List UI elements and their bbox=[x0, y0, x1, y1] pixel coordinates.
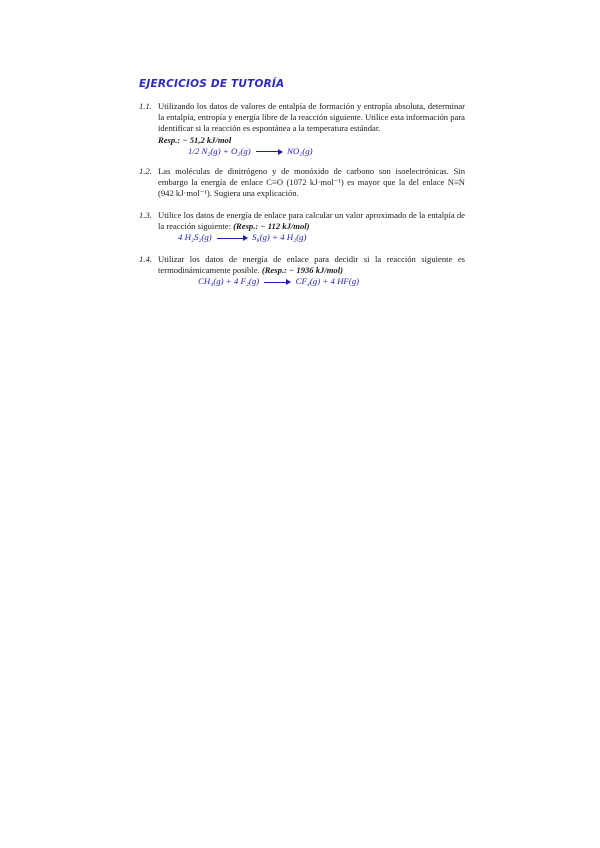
equation-right: S₈(g) + 4 H₂(g) bbox=[252, 232, 307, 243]
chemical-equation bbox=[158, 276, 465, 287]
equation-left: 1/2 N₂(g) + O₂(g) bbox=[188, 145, 251, 156]
exercise-text: Utilizando los datos de valores de entalpía de formación y entropía absoluta, determinar la entalpía, entropía y energía libre de la reacción siguiente. Utilice esta información para identificar si la reacción es espontánea a la temperatura estándar. bbox=[158, 101, 465, 134]
exercise-text: Utilice los datos de energía de enlace para calcular un valor aproximado de la entalpía de la reacción siguiente: bbox=[158, 210, 465, 232]
exercise-response: (Resp.: − 112 kJ/mol) bbox=[233, 221, 310, 232]
document-title: EJERCICIOS DE TUTORÍA bbox=[139, 78, 285, 90]
exercise-number: 1.2. bbox=[139, 166, 152, 176]
exercise-number: 1.4. bbox=[139, 254, 152, 264]
exercise-1-4 bbox=[139, 254, 465, 288]
equation-right: NO₂(g) bbox=[287, 145, 313, 156]
equation-left: CH₄(g) + 4 F₂(g) bbox=[198, 276, 260, 287]
exercise-response: Resp.: − 51,2 kJ/mol bbox=[158, 134, 232, 145]
exercise-1-3 bbox=[139, 210, 465, 244]
reaction-arrow-icon bbox=[264, 282, 290, 283]
exercise-number: 1.3. bbox=[139, 210, 152, 220]
exercise-text: Las moléculas de dinitrógeno y de monóxido de carbono son isoelectrónicas. Sin embargo la energía de enlace C≡O (1072 kJ·mol⁻¹) es mayor que la del enlace N≡N (942 kJ·mol⁻¹). Sugiera una explicación. bbox=[158, 166, 465, 199]
chemical-equation bbox=[158, 146, 465, 157]
exercise-text: Utilizar los datos de energía de enlace para decidir si la reacción siguiente es termodinámicamente posible. bbox=[158, 254, 465, 276]
exercise-1-2 bbox=[139, 166, 465, 200]
exercise-number: 1.1. bbox=[139, 101, 152, 111]
exercise-1-1 bbox=[139, 101, 465, 157]
reaction-arrow-icon bbox=[256, 151, 282, 152]
reaction-arrow-icon bbox=[217, 238, 247, 239]
equation-right: CF₄(g) + 4 HF(g) bbox=[295, 276, 360, 287]
equation-left: 4 H₂S₂(g) bbox=[178, 232, 212, 243]
exercise-response: (Resp.: − 1936 kJ/mol) bbox=[261, 265, 343, 276]
chemical-equation bbox=[158, 232, 465, 243]
